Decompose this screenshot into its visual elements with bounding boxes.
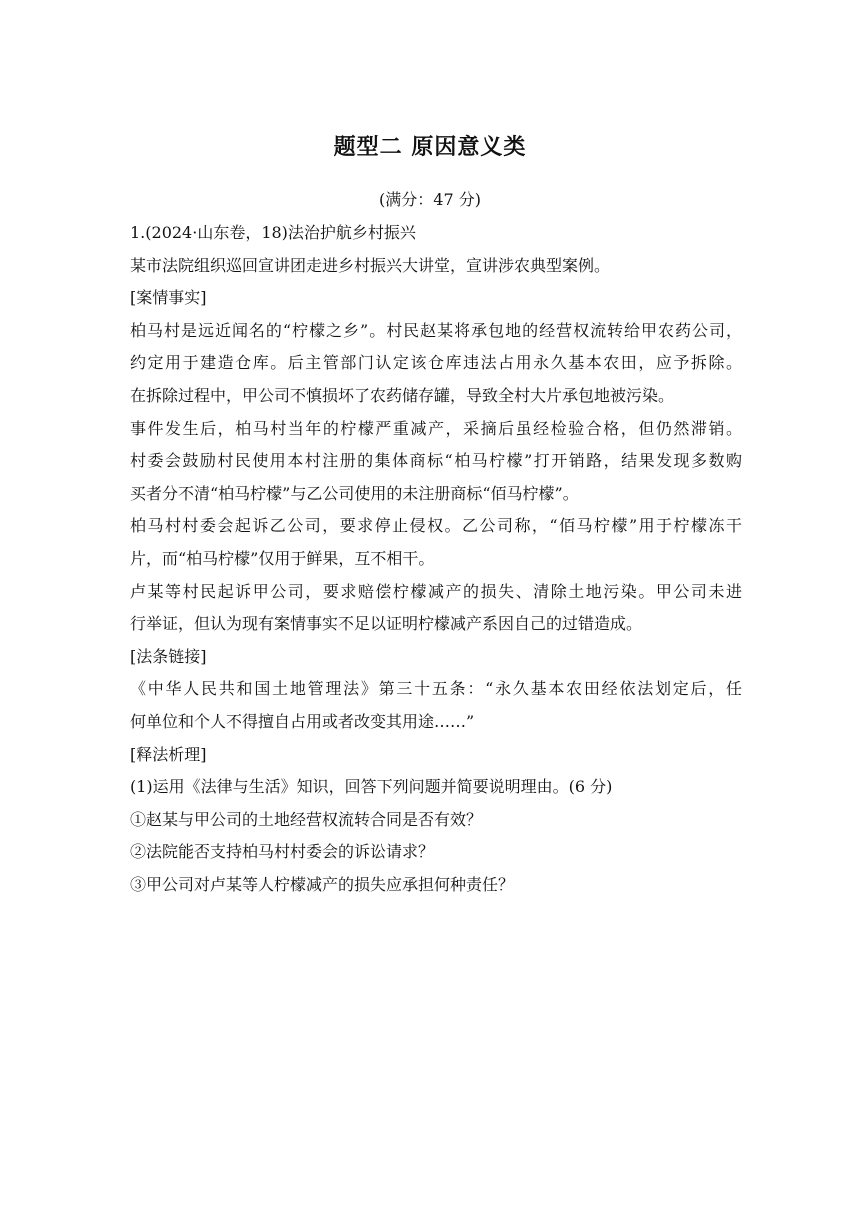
text-line: 片，而“柏马柠檬”仅用于鲜果，互不相干。 bbox=[130, 548, 435, 568]
text-line: 《中华人民共和国土地管理法》第三十五条：“永久基本农田经依法划定后，任 bbox=[130, 679, 742, 699]
text-line: (1)运用《法律与生活》知识，回答下列问题并简要说明理由。(6 分) bbox=[130, 777, 613, 797]
text-line: 1.(2024·山东卷，18)法治护航乡村振兴 bbox=[130, 223, 416, 242]
page-title: 题型二 原因意义类 bbox=[333, 135, 527, 160]
text-line: [释法析理] bbox=[130, 744, 207, 764]
text-line: ③甲公司对卢某等人柠檬减产的损失应承担何种责任？ bbox=[130, 874, 515, 894]
text-line: 事件发生后，柏马村当年的柠檬严重减产，采摘后虽经检验合格，但仍然滞销。 bbox=[130, 418, 742, 438]
text-line: ②法院能否支持柏马村村委会的诉讼请求？ bbox=[130, 842, 435, 862]
question-body bbox=[130, 221, 742, 905]
text-line: 村委会鼓励村民使用本村注册的集体商标“柏马柠檬”打开销路，结果发现多数购 bbox=[130, 451, 742, 471]
text-line: 在拆除过程中，甲公司不慎损坏了农药储存罐，导致全村大片承包地被污染。 bbox=[130, 385, 675, 405]
text-line: [法条链接] bbox=[130, 646, 207, 666]
text-line: 何单位和个人不得擅自占用或者改变其用途……” bbox=[130, 711, 475, 731]
text-line: 卢某等村民起诉甲公司，要求赔偿柠檬减产的损失、清除土地污染。甲公司未进 bbox=[130, 581, 742, 601]
text-line: 某市法院组织巡回宣讲团走进乡村振兴大讲堂，宣讲涉农典型案例。 bbox=[130, 255, 611, 275]
score-note: (满分：47 分) bbox=[379, 190, 481, 209]
text-line: ①赵某与甲公司的土地经营权流转合同是否有效？ bbox=[130, 809, 483, 829]
text-line: 柏马村是远近闻名的“柠檬之乡”。村民赵某将承包地的经营权流转给甲农药公司， bbox=[130, 320, 742, 340]
text-line: 约定用于建造仓库。后主管部门认定该仓库违法占用永久基本农田，应予拆除。 bbox=[130, 353, 742, 373]
text-line: 买者分不清“柏马柠檬”与乙公司使用的未注册商标“佰马柠檬”。 bbox=[130, 483, 579, 503]
text-line: 行举证，但认为现有案情事实不足以证明柠檬减产系因自己的过错造成。 bbox=[130, 614, 643, 634]
text-line: 柏马村村委会起诉乙公司，要求停止侵权。乙公司称，“佰马柠檬”用于柠檬冻干 bbox=[130, 516, 742, 536]
text-line: [案情事实] bbox=[130, 288, 207, 308]
